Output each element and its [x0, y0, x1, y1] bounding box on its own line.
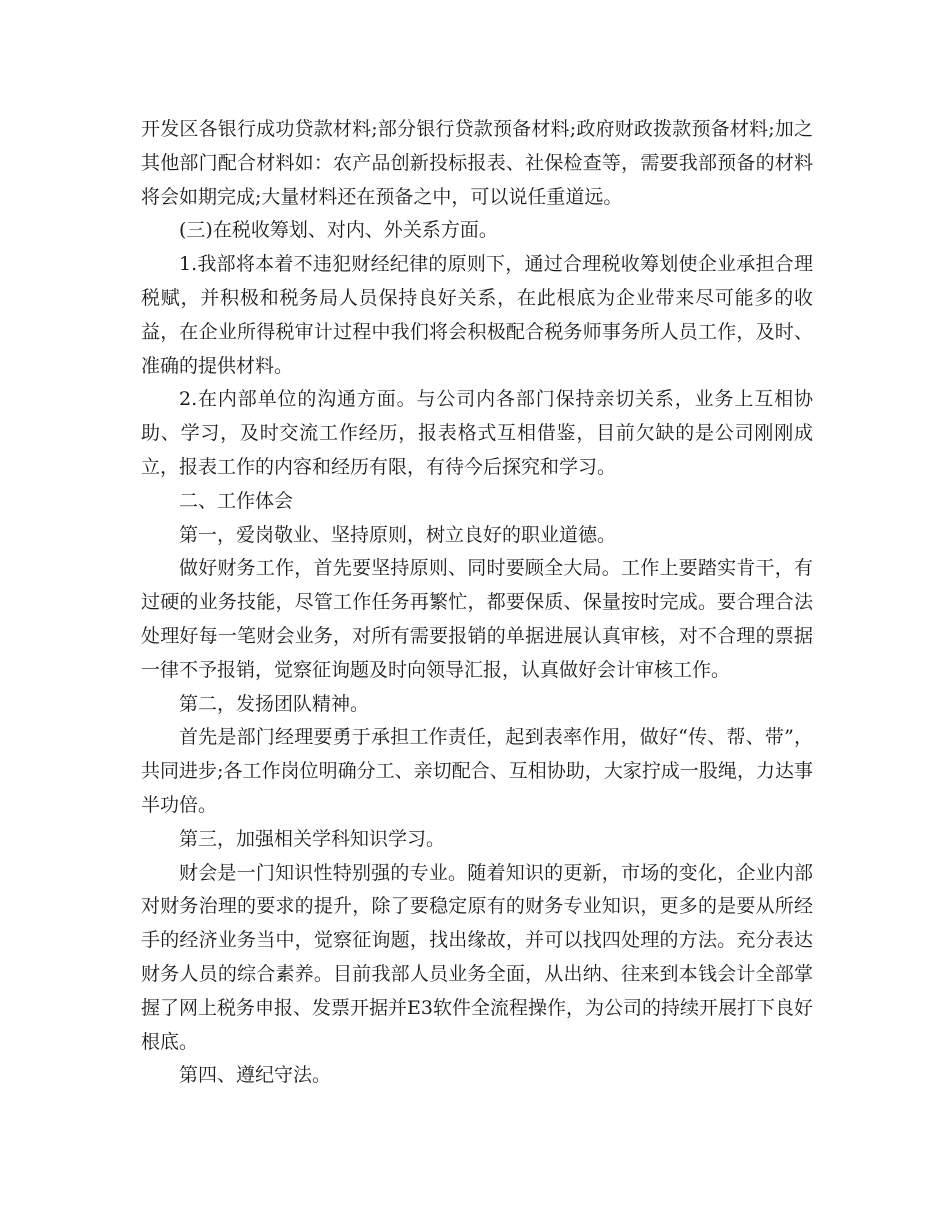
heading-point-fourth: 第四、遵纪守法。 — [179, 1064, 332, 1087]
paragraph-financial-work: 做好财务工作，首先要坚持原则、同时要顾全大局。工作上要踏实肯干，有过硬的业务技能，尽管工作任务再繁忙，都要保质、保量按时完成。要合理合法处理好每一笔财会业务，对所有需要报销的单据进展认真审核，对不合理的票据一律不予报销，觉察征询题及时向领导汇报，认真做好会计审核工作。 — [141, 557, 813, 681]
paragraph-team-spirit: 首先是部门经理要勇于承担工作责任，起到表率作用，做好“传、帮、带”，共同进步;各工作岗位明确分工、亲切配合、互相协助，大家拧成一股绳，力达事半功倍。 — [141, 726, 813, 816]
heading-work-experience: 二、工作体会 — [179, 489, 294, 512]
heading-point-second: 第二，发扬团队精神。 — [179, 692, 370, 715]
heading-tax-planning: (三)在税收筹划、对内、外关系方面。 — [179, 219, 498, 242]
heading-point-first: 第一，爱岗敬业、坚持原则，树立良好的职业道德。 — [179, 523, 617, 546]
paragraph-loan-materials: 开发区各银行成功贷款材料;部分银行贷款预备材料;政府财政拨款预备材料;加之其他部门配合材料如：农产品创新投标报表、社保检查等，需要我部预备的材料将会如期完成;大量材料还在预备之中，可以说任重道远。 — [141, 118, 813, 208]
document-body — [141, 113, 813, 1093]
paragraph-knowledge-learning: 财会是一门知识性特别强的专业。随着知识的更新，市场的变化，企业内部对财务治理的要求的提升，除了要稳定原有的财务专业知识，更多的是要从所经手的经济业务当中，觉察征询题，找出缘故，并可以找四处理的方法。充分表达财务人员的综合素养。目前我部人员业务全面，从出纳、往来到本钱会计全部掌握了网上税务申报、发票开据并E3软件全流程操作，为公司的持续开展打下良好根底。 — [141, 861, 813, 1053]
heading-point-third: 第三，加强相关学科知识学习。 — [179, 827, 446, 850]
paragraph-tax-planning-1: 1.我部将本着不违犯财经纪律的原则下，通过合理税收筹划使企业承担合理税赋，并积极和税务局人员保持良好关系，在此根底为企业带来尽可能多的收益，在企业所得税审计过程中我们将会积极配合税务师事务所人员工作，及时、准确的提供材料。 — [141, 253, 813, 377]
paragraph-internal-communication-2: 2.在内部单位的沟通方面。与公司内各部门保持亲切关系，业务上互相协助、学习，及时交流工作经历，报表格式互相借鉴，目前欠缺的是公司刚刚成立，报表工作的内容和经历有限，有待今后探究和学习。 — [141, 388, 813, 478]
